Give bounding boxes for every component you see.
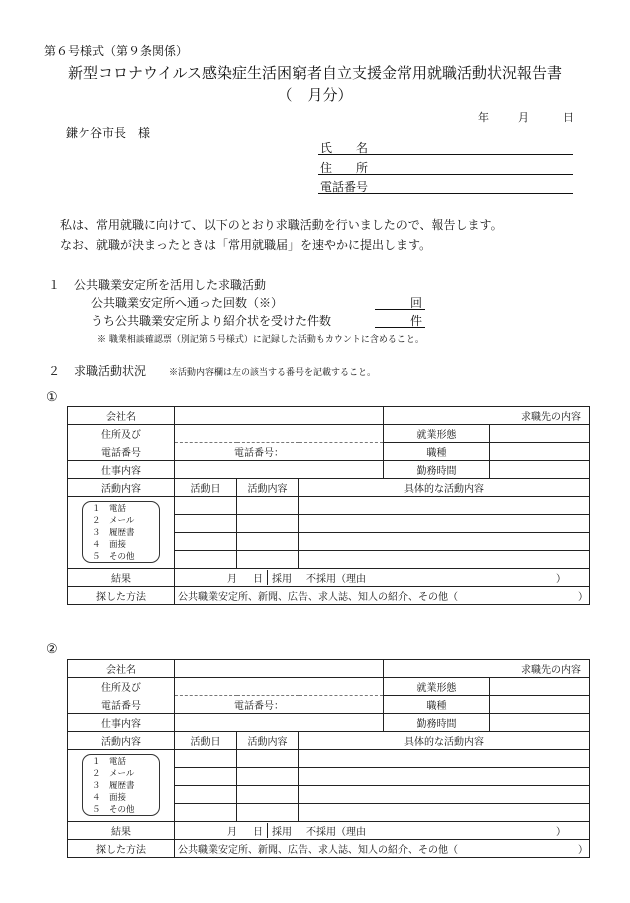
addressee: 鎌ケ谷市長 様 bbox=[66, 126, 151, 140]
activity-option: ２ メール bbox=[92, 769, 135, 779]
phone-label: 電話番号 bbox=[68, 443, 175, 461]
work-hours-label: 勤務時間 bbox=[384, 714, 490, 732]
address-field-label: 住 所 bbox=[320, 161, 369, 175]
employment-type-label: 就業形態 bbox=[384, 425, 490, 443]
activity-option: ５ その他 bbox=[92, 805, 135, 815]
date-month-label: 月 bbox=[518, 111, 529, 124]
search-close: ） bbox=[578, 845, 588, 856]
activity-date-header: 活動日 bbox=[175, 732, 237, 750]
activity-date-input[interactable] bbox=[175, 551, 237, 569]
section2-title: 求職活動状況 bbox=[74, 364, 147, 378]
result-not-hired[interactable]: 不採用（理由 bbox=[306, 574, 366, 585]
activity-detail-input[interactable] bbox=[299, 533, 590, 551]
activity-detail-input[interactable] bbox=[299, 497, 590, 515]
activity-date-input[interactable] bbox=[175, 786, 237, 804]
result-not-hired[interactable]: 不採用（理由 bbox=[306, 827, 366, 838]
result-row[interactable] bbox=[175, 822, 590, 840]
phone-input[interactable] bbox=[175, 443, 384, 461]
result-hired[interactable]: 採用 bbox=[267, 823, 296, 838]
activity-option: ５ その他 bbox=[92, 552, 135, 562]
activity-date-input[interactable] bbox=[175, 497, 237, 515]
occupation-label: 職種 bbox=[384, 443, 490, 461]
job-dest-header: 求職先の内容 bbox=[384, 660, 590, 678]
activity-detail-input[interactable] bbox=[299, 750, 590, 768]
intro-line-1: 私は、常用就職に向けて、以下のとおり求職活動を行いましたので、報告します。 bbox=[60, 218, 503, 232]
activity-options-cell bbox=[68, 750, 175, 822]
company-label: 会社名 bbox=[68, 407, 175, 425]
result-label: 結果 bbox=[68, 569, 175, 587]
company-input[interactable] bbox=[175, 407, 384, 425]
activity-kind-input[interactable] bbox=[237, 750, 299, 768]
search-method-label: 探した方法 bbox=[68, 587, 175, 605]
section1-visits-label: 公共職業安定所へ通った回数（※） bbox=[91, 296, 284, 310]
section1-title: 公共職業安定所を活用した求職活動 bbox=[74, 278, 267, 292]
address-field-line[interactable] bbox=[318, 174, 573, 175]
address-label: 住所及び bbox=[68, 678, 175, 696]
activity-kind-header: 活動内容 bbox=[237, 479, 299, 497]
address-input[interactable] bbox=[175, 678, 384, 696]
name-field-line[interactable] bbox=[318, 154, 573, 155]
activity-option: ２ メール bbox=[92, 516, 135, 526]
result-close: ） bbox=[556, 827, 566, 838]
company-input[interactable] bbox=[175, 660, 384, 678]
activity-table-1 bbox=[67, 406, 590, 605]
search-method-row[interactable] bbox=[175, 840, 590, 858]
activity-detail-input[interactable] bbox=[299, 768, 590, 786]
employment-type-label: 就業形態 bbox=[384, 678, 490, 696]
employment-type-input[interactable] bbox=[490, 425, 590, 443]
intro-line-2: なお、就職が決まったときは「常用就職届」を速やかに提出します。 bbox=[60, 238, 432, 252]
visits-unit: 回 bbox=[410, 296, 423, 310]
activity-kind-input[interactable] bbox=[237, 515, 299, 533]
phone-field-label: 電話番号 bbox=[320, 180, 369, 194]
activity-date-input[interactable] bbox=[175, 515, 237, 533]
activity-date-input[interactable] bbox=[175, 768, 237, 786]
form1-marker: ① bbox=[46, 390, 58, 405]
job-content-label: 仕事内容 bbox=[68, 461, 175, 479]
activity-kind-input[interactable] bbox=[237, 804, 299, 822]
section1-referrals-label: うち公共職業安定所より紹介状を受けた件数 bbox=[91, 314, 332, 328]
result-hired[interactable]: 採用 bbox=[267, 570, 296, 585]
activity-detail-header: 具体的な活動内容 bbox=[299, 732, 590, 750]
activity-option: ４ 面接 bbox=[92, 540, 127, 550]
name-field-label: 氏 名 bbox=[320, 141, 369, 155]
activity-detail-input[interactable] bbox=[299, 804, 590, 822]
date-day-label: 日 bbox=[563, 111, 574, 124]
result-month: 月 bbox=[227, 574, 237, 585]
phone-inline-label: 電話番号： bbox=[234, 701, 284, 712]
activity-content-label: 活動内容 bbox=[68, 732, 175, 750]
search-options: 公共職業安定所、新聞、広告、求人誌、知人の紹介、その他（ bbox=[178, 845, 458, 856]
section1-number: １ bbox=[48, 278, 61, 292]
search-options: 公共職業安定所、新聞、広告、求人誌、知人の紹介、その他（ bbox=[178, 592, 458, 603]
activity-option: １ 電話 bbox=[92, 504, 127, 514]
activity-date-input[interactable] bbox=[175, 533, 237, 551]
occupation-input[interactable] bbox=[490, 443, 590, 461]
form-number: 第６号様式（第９条関係） bbox=[44, 44, 189, 58]
activity-option: ３ 履歴書 bbox=[92, 781, 135, 791]
result-label: 結果 bbox=[68, 822, 175, 840]
activity-options-list bbox=[92, 503, 135, 563]
activity-kind-input[interactable] bbox=[237, 768, 299, 786]
referrals-unit: 件 bbox=[410, 314, 423, 328]
month-line: （ 月分） bbox=[277, 86, 353, 104]
section1-note: ※ 職業相談確認票（別記第５号様式）に記録した活動もカウントに含めること。 bbox=[97, 335, 424, 345]
document-title: 新型コロナウイルス感染症生活困窮者自立支援金常用就職活動状況報告書 bbox=[67, 64, 563, 82]
activity-kind-header: 活動内容 bbox=[237, 732, 299, 750]
occupation-input[interactable] bbox=[490, 696, 590, 714]
address-label: 住所及び bbox=[68, 425, 175, 443]
activity-date-input[interactable] bbox=[175, 804, 237, 822]
work-hours-input[interactable] bbox=[490, 714, 590, 732]
activity-date-input[interactable] bbox=[175, 750, 237, 768]
activity-detail-header: 具体的な活動内容 bbox=[299, 479, 590, 497]
phone-field-line[interactable] bbox=[318, 193, 573, 194]
occupation-label: 職種 bbox=[384, 696, 490, 714]
phone-inline-label: 電話番号： bbox=[234, 448, 284, 459]
result-day: 日 bbox=[253, 574, 263, 585]
section2-number: ２ bbox=[48, 364, 61, 378]
activity-date-header: 活動日 bbox=[175, 479, 237, 497]
activity-options-list bbox=[92, 756, 135, 816]
activity-detail-input[interactable] bbox=[299, 515, 590, 533]
phone-input[interactable] bbox=[175, 696, 384, 714]
activity-option: １ 電話 bbox=[92, 757, 127, 767]
job-dest-header: 求職先の内容 bbox=[384, 407, 590, 425]
phone-label: 電話番号 bbox=[68, 696, 175, 714]
date-year-label: 年 bbox=[478, 111, 489, 124]
search-method-label: 探した方法 bbox=[68, 840, 175, 858]
address-input[interactable] bbox=[175, 425, 384, 443]
activity-kind-input[interactable] bbox=[237, 497, 299, 515]
activity-options-cell bbox=[68, 497, 175, 569]
activity-kind-input[interactable] bbox=[237, 533, 299, 551]
activity-kind-input[interactable] bbox=[237, 786, 299, 804]
job-content-label: 仕事内容 bbox=[68, 714, 175, 732]
job-content-input[interactable] bbox=[175, 461, 384, 479]
activity-detail-input[interactable] bbox=[299, 551, 590, 569]
activity-content-label: 活動内容 bbox=[68, 479, 175, 497]
company-label: 会社名 bbox=[68, 660, 175, 678]
search-close: ） bbox=[578, 592, 588, 603]
job-content-input[interactable] bbox=[175, 714, 384, 732]
result-day: 日 bbox=[253, 827, 263, 838]
employment-type-input[interactable] bbox=[490, 678, 590, 696]
activity-option: ３ 履歴書 bbox=[92, 528, 135, 538]
activity-option: ４ 面接 bbox=[92, 793, 127, 803]
result-row[interactable] bbox=[175, 569, 590, 587]
work-hours-label: 勤務時間 bbox=[384, 461, 490, 479]
activity-detail-input[interactable] bbox=[299, 786, 590, 804]
activity-table-2 bbox=[67, 659, 590, 858]
result-close: ） bbox=[556, 574, 566, 585]
form2-marker: ② bbox=[46, 642, 58, 657]
activity-kind-input[interactable] bbox=[237, 551, 299, 569]
search-method-row[interactable] bbox=[175, 587, 590, 605]
section2-note: ※活動内容欄は左の該当する番号を記載すること。 bbox=[169, 368, 377, 378]
result-month: 月 bbox=[227, 827, 237, 838]
work-hours-input[interactable] bbox=[490, 461, 590, 479]
